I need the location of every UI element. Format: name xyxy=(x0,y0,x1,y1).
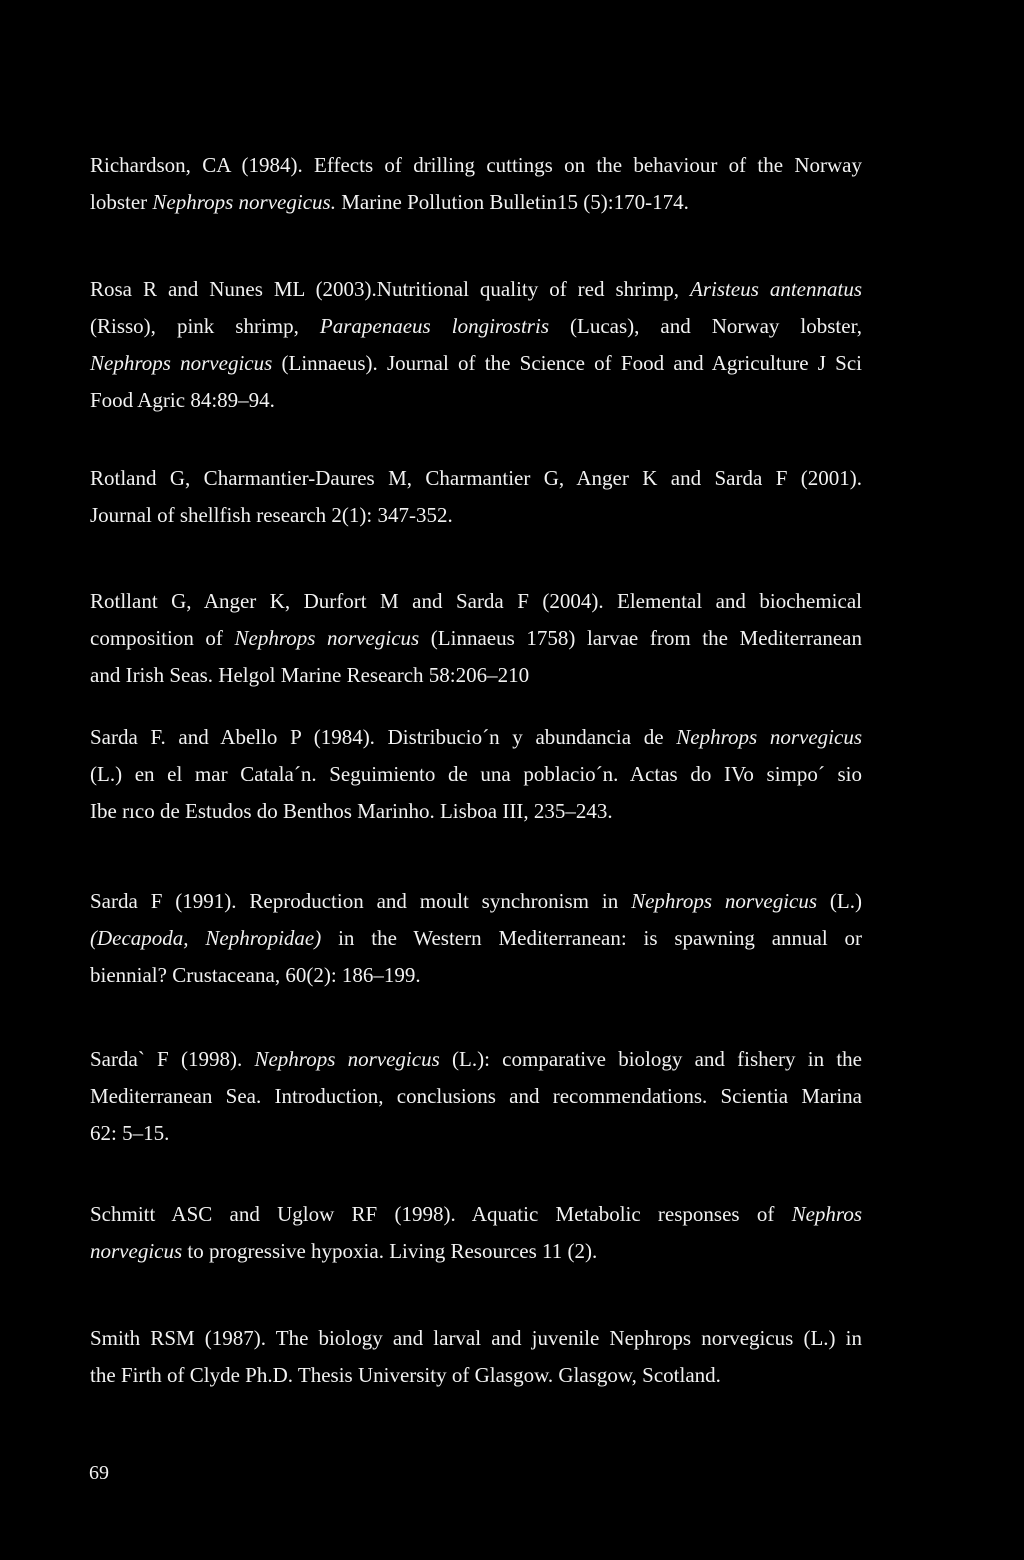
text-run: Rotland G, Charmantier-Daures M, Charmantier G, Anger K and Sarda F (2001). xyxy=(90,466,862,490)
reference-line xyxy=(90,1357,862,1394)
reference-line xyxy=(90,756,862,793)
reference-line xyxy=(90,920,862,957)
reference-line xyxy=(90,1078,862,1115)
text-run: Ibe rıco de Estudos do Benthos Marinho. Lisboa III, 235–243. xyxy=(90,799,613,823)
reference-entry xyxy=(90,1196,862,1270)
text-run: (L.) xyxy=(817,889,862,913)
italic-text: Nephrops norvegicus xyxy=(90,351,273,375)
text-run: biennial? Crustaceana, 60(2): 186–199. xyxy=(90,963,421,987)
reference-line xyxy=(90,1115,862,1152)
text-run: (Risso), pink shrimp, xyxy=(90,314,320,338)
reference-entry xyxy=(90,147,862,221)
italic-text: Nephrops norvegicus. xyxy=(152,190,336,214)
reference-entry xyxy=(90,719,862,830)
text-run: (L.) en el mar Catala´n. Seguimiento de una poblacio´n. Actas do IVo simpo´ sio xyxy=(90,762,862,786)
reference-line xyxy=(90,657,862,694)
reference-line xyxy=(90,382,862,419)
text-run: (L.): comparative biology and fishery in the xyxy=(439,1047,862,1071)
text-run: Marine Pollution Bulletin15 (5):170-174. xyxy=(335,190,689,214)
italic-text: Nephrops norvegicus xyxy=(234,626,420,650)
reference-line xyxy=(90,1233,862,1270)
reference-line xyxy=(90,620,862,657)
reference-entry xyxy=(90,271,862,419)
reference-entry xyxy=(90,1041,862,1152)
text-run: (Linnaeus 1758) larvae from the Mediterranean xyxy=(419,626,862,650)
text-run: Food Agric 84:89–94. xyxy=(90,388,275,412)
italic-text: Nephros xyxy=(791,1202,862,1226)
reference-line xyxy=(90,271,862,308)
reference-entry xyxy=(90,883,862,994)
reference-line xyxy=(90,1320,862,1357)
reference-entry xyxy=(90,460,862,534)
italic-text: (Decapoda, Nephropidae) xyxy=(90,926,322,950)
text-run: (Lucas), and Norway lobster, xyxy=(549,314,862,338)
reference-entry xyxy=(90,583,862,694)
italic-text: Nephrops norvegicus xyxy=(631,889,818,913)
text-run: Sarda F. and Abello P (1984). Distribucio´n y abundancia de xyxy=(90,725,677,749)
reference-line xyxy=(90,460,862,497)
italic-text: Nephrops norvegicus xyxy=(254,1047,440,1071)
text-run: (Linnaeus). Journal of the Science of Food and Agriculture J Sci xyxy=(272,351,862,375)
page-number: 69 xyxy=(89,1462,109,1484)
italic-text: Aristeus antennatus xyxy=(690,277,862,301)
text-run: lobster xyxy=(90,190,153,214)
reference-line xyxy=(90,1196,862,1233)
text-run: 62: 5–15. xyxy=(90,1121,170,1145)
text-run: and Irish Seas. Helgol Marine Research 58:206–210 xyxy=(90,663,530,687)
text-run: Mediterranean Sea. Introduction, conclusions and recommendations. Scientia Marina xyxy=(90,1084,862,1108)
reference-line xyxy=(90,184,862,221)
italic-text: Nephrops norvegicus xyxy=(676,725,862,749)
reference-line xyxy=(90,345,862,382)
reference-line xyxy=(90,583,862,620)
reference-line xyxy=(90,793,862,830)
reference-line xyxy=(90,308,862,345)
reference-line xyxy=(90,1041,862,1078)
text-run: in the Western Mediterranean: is spawning annual or xyxy=(321,926,862,950)
reference-line xyxy=(90,719,862,756)
text-run: the Firth of Clyde Ph.D. Thesis University of Glasgow. Glasgow, Scotland. xyxy=(90,1363,721,1387)
text-run: Schmitt ASC and Uglow RF (1998). Aquatic Metabolic responses of xyxy=(90,1202,792,1226)
reference-line xyxy=(90,883,862,920)
reference-entry xyxy=(90,1320,862,1394)
reference-line xyxy=(90,147,862,184)
text-run: Rosa R and Nunes ML (2003).Nutritional quality of red shrimp, xyxy=(90,277,691,301)
text-run: to progressive hypoxia. Living Resources 11 (2). xyxy=(182,1239,598,1263)
text-run: Richardson, CA (1984). Effects of drilling cuttings on the behaviour of the Norway xyxy=(90,153,862,177)
italic-text: norvegicus xyxy=(90,1239,183,1263)
text-run: Rotllant G, Anger K, Durfort M and Sarda F (2004). Elemental and biochemical xyxy=(90,589,862,613)
text-run: Sarda` F (1998). xyxy=(90,1047,255,1071)
italic-text: Parapenaeus longirostris xyxy=(319,314,549,338)
text-run: Sarda F (1991). Reproduction and moult synchronism in xyxy=(90,889,632,913)
reference-line xyxy=(90,957,862,994)
text-run: composition of xyxy=(90,626,235,650)
reference-line xyxy=(90,497,862,534)
text-run: Journal of shellfish research 2(1): 347-352. xyxy=(90,503,453,527)
text-run: Smith RSM (1987). The biology and larval and juvenile Nephrops norvegicus (L.) in xyxy=(90,1326,862,1350)
